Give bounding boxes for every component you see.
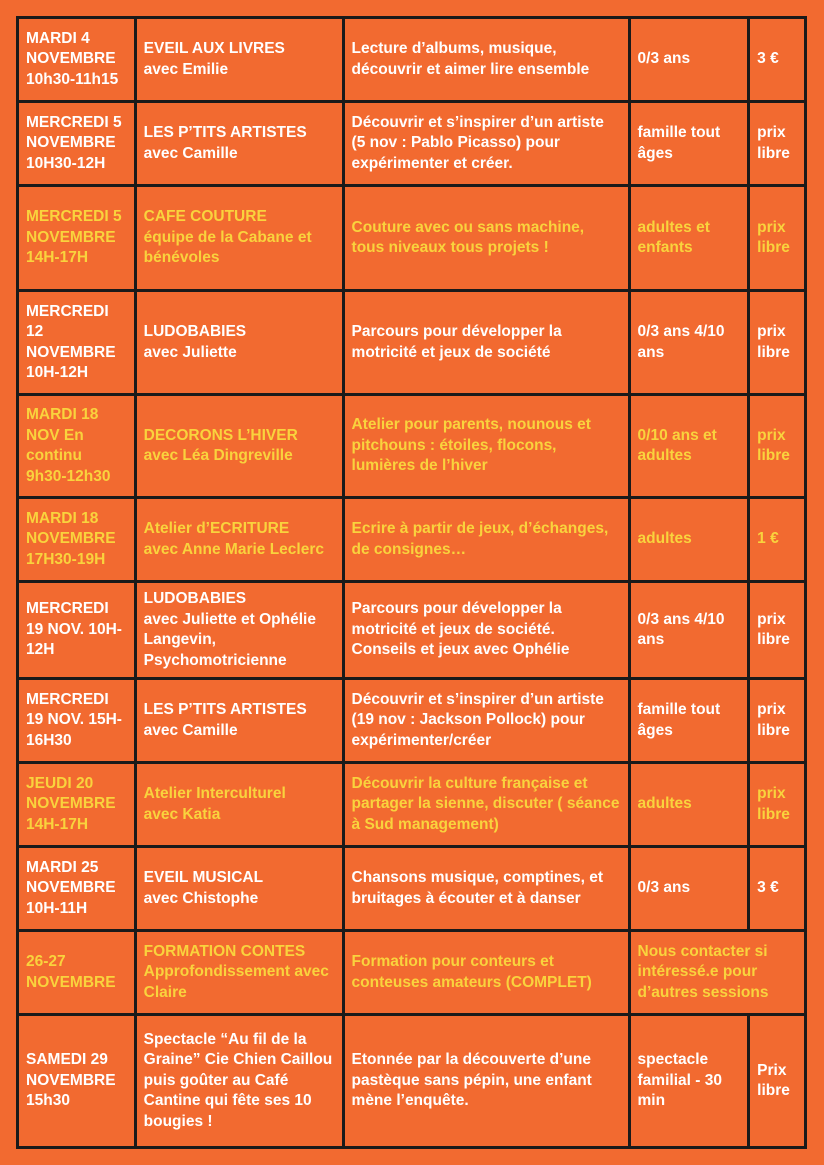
event-audience: famille tout âges [629,102,749,186]
event-price: prix libre [749,679,806,763]
event-row [18,291,806,395]
event-row [18,931,806,1015]
event-audience: 0/3 ans [629,18,749,102]
event-title-cell [135,18,343,102]
event-title: FORMATION CONTES [143,942,306,960]
event-animator: avec Camille [143,144,238,162]
event-audience: famille tout âges [629,679,749,763]
event-description: Découvrir et s’inspirer d’un artiste (5 nov : Pablo Picasso) pour expérimenter et créer. [343,102,629,186]
event-price: prix libre [749,102,806,186]
event-audience: 0/3 ans [629,847,749,931]
event-animator: avec Camille [143,721,238,739]
event-row [18,498,806,582]
schedule-table [16,16,807,1149]
event-audience: 0/3 ans 4/10 ans [629,291,749,395]
event-date: 26-27 NOVEMBRE [18,931,136,1015]
event-title-cell [135,582,343,679]
event-date: MERCREDI 5 NOVEMBRE 10H30-12H [18,102,136,186]
event-title-cell [135,763,343,847]
event-audience: adultes [629,498,749,582]
event-title-cell [135,291,343,395]
event-title-cell [135,931,343,1015]
event-date: MARDI 25 NOVEMBRE 10H-11H [18,847,136,931]
event-title: LES P’TITS ARTISTES [143,124,307,141]
event-title: EVEIL AUX LIVRES [143,40,285,57]
event-animator: équipe de la Cabane et bénévoles [143,228,312,267]
event-row [18,395,806,498]
event-animator: avec Anne Marie Leclerc [143,540,324,558]
event-description: Parcours pour développer la motricité et jeux de société. Conseils et jeux avec Ophélie [343,582,629,679]
event-title: LUDOBABIES [143,323,247,340]
event-title: DECORONS L’HIVER [143,426,298,444]
event-animator: avec Juliette et Ophélie Langevin, Psychomotricienne [143,610,316,669]
event-animator: avec Emilie [143,60,229,78]
event-description: Couture avec ou sans machine, tous niveaux tous projets ! [343,186,629,291]
event-price: prix libre [749,763,806,847]
event-description: Lecture d’albums, musique, découvrir et aimer lire ensemble [343,18,629,102]
event-row [18,582,806,679]
event-animator: Approfondissement avec Claire [143,963,329,1001]
event-date: MERCREDI 19 NOV. 15H-16H30 [18,679,136,763]
event-audience: 0/10 ans et adultes [629,395,749,498]
event-row [18,763,806,847]
event-date: MERCREDI 19 NOV. 10H-12H [18,582,136,679]
event-description: Formation pour conteurs et conteuses amateurs (COMPLET) [343,931,629,1015]
event-description: Etonnée par la découverte d’une pastèque sans pépin, une enfant mène l’enquête. [343,1015,629,1148]
event-title: CAFE COUTURE [143,208,267,226]
event-description: Parcours pour développer la motricité et jeux de société [343,291,629,395]
event-date: MERCREDI 5 NOVEMBRE 14H-17H [18,186,136,291]
event-date: MARDI 18 NOVEMBRE 17H30-19H [18,498,136,582]
event-title-cell [135,1015,343,1148]
event-title-cell [135,395,343,498]
event-title-cell [135,186,343,291]
event-price: 3 € [749,18,806,102]
event-price: prix libre [749,582,806,679]
event-audience: adultes [629,763,749,847]
event-animator: avec Juliette [143,343,237,361]
event-title-cell [135,102,343,186]
event-animator: avec Katia [143,805,221,823]
event-title-cell [135,498,343,582]
event-title: LUDOBABIES [143,590,247,607]
event-price: 3 € [749,847,806,931]
event-date: JEUDI 20 NOVEMBRE 14H-17H [18,763,136,847]
event-title: Atelier Interculturel [143,785,286,802]
event-date: MARDI 18 NOV En continu 9h30-12h30 [18,395,136,498]
event-row [18,847,806,931]
event-description: Atelier pour parents, nounous et pitchouns : étoiles, flocons, lumières de l’hiver [343,395,629,498]
event-title: LES P’TITS ARTISTES [143,701,307,718]
event-animator: avec Chistophe [143,889,259,907]
event-description: Ecrire à partir de jeux, d’échanges, de consignes… [343,498,629,582]
event-row [18,679,806,763]
event-title: Atelier d’ECRITURE [143,520,290,537]
event-price: prix libre [749,291,806,395]
event-price: prix libre [749,395,806,498]
event-price: prix libre [749,186,806,291]
event-row [18,102,806,186]
event-title: Spectacle “Au fil de la Graine” Cie Chien Caillou puis goûter au Café Cantine qui fête ses 10 bougies ! [143,1030,333,1130]
event-description: Découvrir la culture française et partager la sienne, discuter ( séance à Sud management) [343,763,629,847]
event-title-cell [135,847,343,931]
event-row [18,18,806,102]
event-row [18,186,806,291]
event-audience: adultes et enfants [629,186,749,291]
event-animator: avec Léa Dingreville [143,447,293,464]
event-audience: 0/3 ans 4/10 ans [629,582,749,679]
event-description: Découvrir et s’inspirer d’un artiste (19 nov : Jackson Pollock) pour expérimenter/créer [343,679,629,763]
event-price: 1 € [749,498,806,582]
event-date: MERCREDI 12 NOVEMBRE 10H-12H [18,291,136,395]
event-title: EVEIL MUSICAL [143,869,264,886]
event-date: MARDI 4 NOVEMBRE 10h30-11h15 [18,18,136,102]
event-row [18,1015,806,1148]
event-audience: spectacle familial - 30 min [629,1015,749,1148]
event-date: SAMEDI 29 NOVEMBRE 15h30 [18,1015,136,1148]
schedule-body [18,18,806,1148]
event-contact-note: Nous contacter si intéressé.e pour d’autres sessions [629,931,805,1015]
event-title-cell [135,679,343,763]
event-price: Prix libre [749,1015,806,1148]
event-description: Chansons musique, comptines, et bruitages à écouter et à danser [343,847,629,931]
